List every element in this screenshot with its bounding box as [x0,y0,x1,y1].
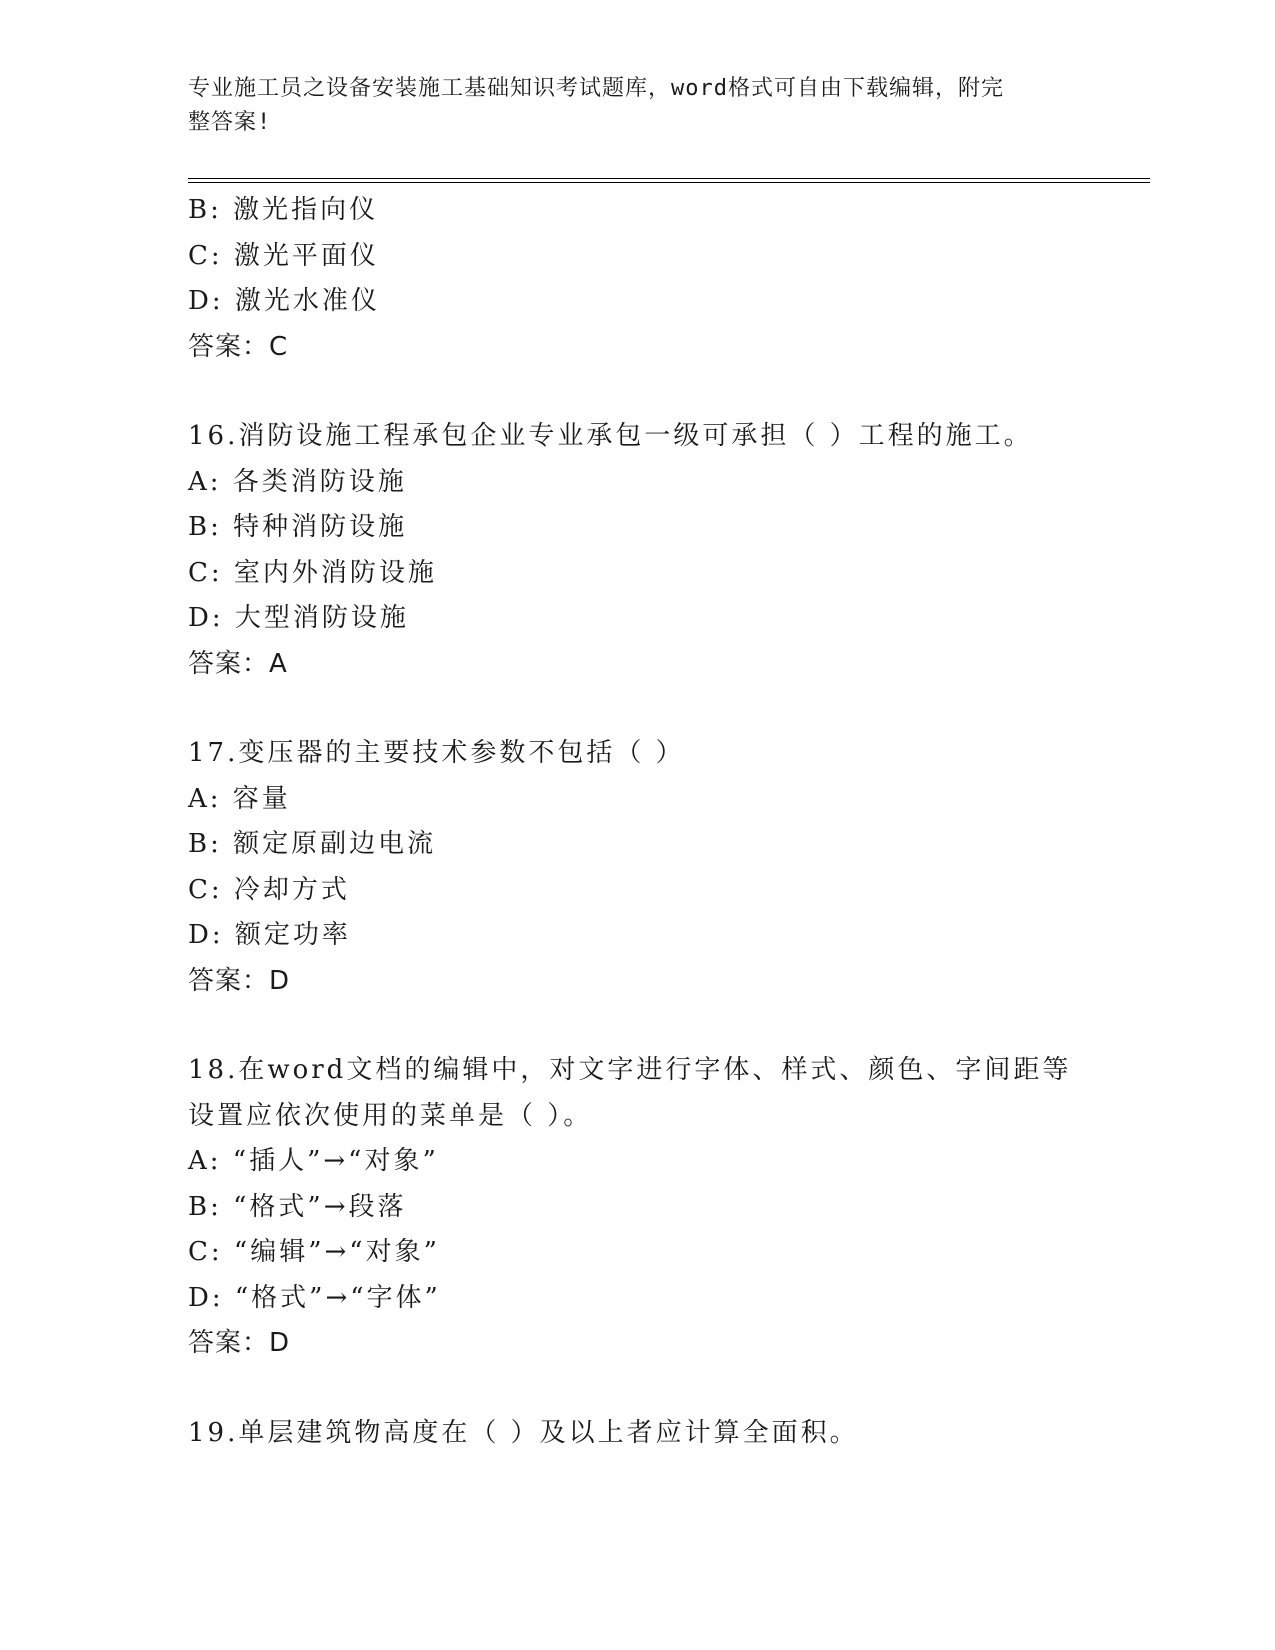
header-line-1: 专业施工员之设备安装施工基础知识考试题库，word格式可自由下载编辑，附完 [188,76,1004,101]
option-c: C: 冷却方式 [188,874,350,905]
option-b: B: “格式”→段落 [188,1191,407,1222]
question-18 [188,1048,1150,1367]
header-rule-top [188,178,1150,179]
question-stem: 17.变压器的主要技术参数不包括（ ） [188,738,685,768]
option-b: B: 激光指向仪 [188,195,379,225]
option-d: D: “格式”→“字体” [188,1282,441,1313]
option-a: A: “插人”→“对象” [188,1146,439,1176]
header-line-2: 整答案! [188,110,272,135]
option-c: C: 激光平面仪 [188,240,379,271]
option-a: A: 各类消防设施 [188,466,407,497]
option-d: D: 激光水准仪 [188,286,380,316]
answer-line: 答案：A [188,648,288,679]
question-19 [188,1411,1150,1457]
answer-line: 答案：D [188,965,291,996]
document-header [188,72,1068,140]
question-17 [188,731,1150,1004]
question-list [188,188,1150,1456]
option-c: C: 室内外消防设施 [188,557,437,588]
question-stem: 16.消防设施工程承包企业专业承包一级可承担（ ）工程的施工。 [188,421,1033,451]
answer-line: 答案：D [188,1328,291,1358]
option-c: C: “编辑”→“对象” [188,1237,440,1267]
option-b: B: 额定原副边电流 [188,829,437,859]
option-a: A: 容量 [188,783,291,814]
question-15-continued [188,188,1150,370]
answer-line: 答案：C [188,331,289,362]
question-stem-line-1: 18.在word文档的编辑中，对文字进行字体、样式、颜色、字间距等 [188,1055,1072,1085]
option-b: B: 特种消防设施 [188,512,408,542]
question-stem-line-2: 设置应依次使用的菜单是（ ）。 [188,1100,593,1131]
question-16 [188,414,1150,687]
question-stem: 19.单层建筑物高度在（ ）及以上者应计算全面积。 [188,1417,859,1448]
option-d: D: 额定功率 [188,920,351,950]
option-d: D: 大型消防设施 [188,603,409,633]
header-rule-bottom [188,182,1150,183]
